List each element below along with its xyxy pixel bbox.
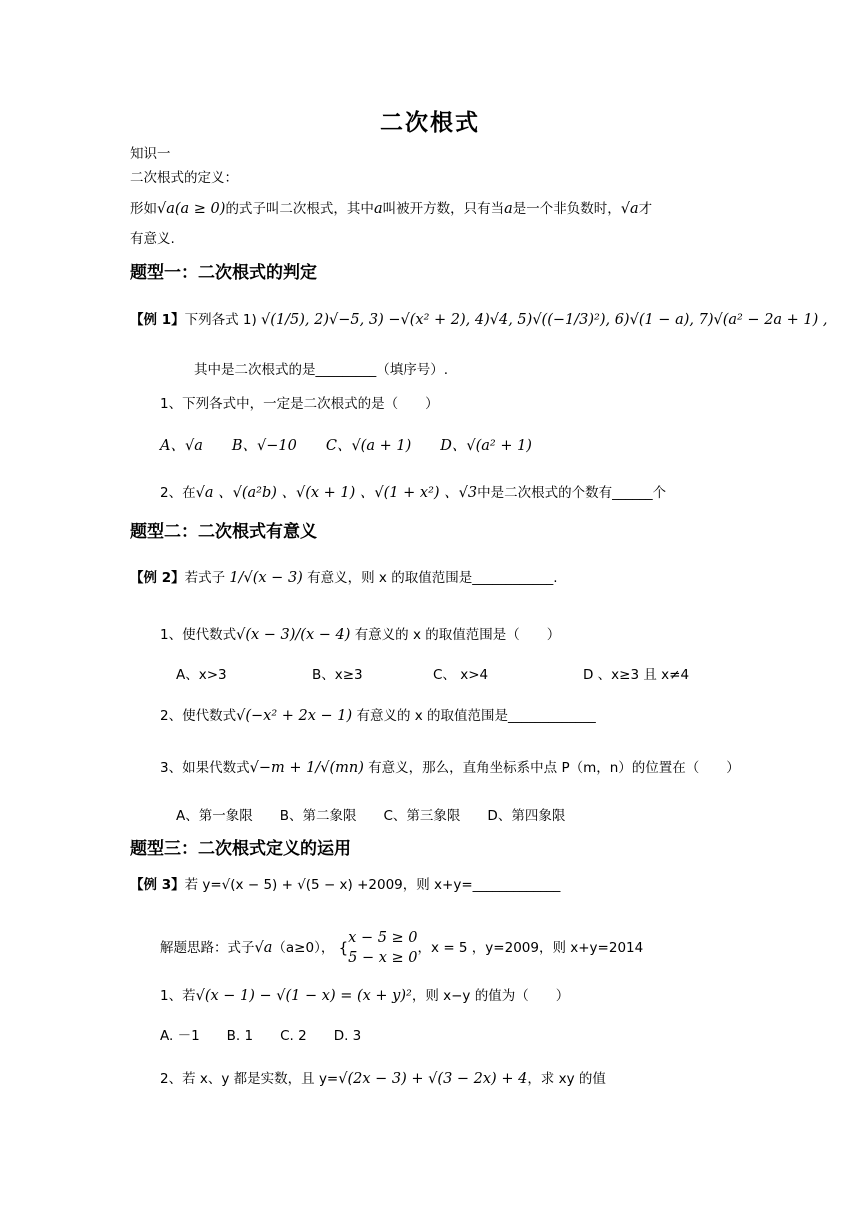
knowledge-heading: 知识一 bbox=[130, 146, 171, 162]
solution-system: x − 5 ≥ 0 5 − x ≥ 0 bbox=[348, 930, 418, 966]
example-3-solution: 解题思路：式子√a（a≥0）， { x − 5 ≥ 0 5 − x ≥ 0 ，x = 5 ，y=2009，则 x+y=2014 bbox=[160, 930, 644, 966]
s3-question-1-options: A. －1 B. 1 C. 2 D. 3 bbox=[160, 1028, 362, 1044]
definition-line-2: 有意义. bbox=[130, 231, 175, 247]
s2-question-3-options: A、第一象限 B、第二象限 C、第三象限 D、第四象限 bbox=[176, 808, 566, 824]
s2-question-1: 1、使代数式√(x − 3)/(x − 4) 有意义的 x 的取值范围是（ ） bbox=[160, 627, 561, 643]
s2-q1-option-a: A、x>3 bbox=[176, 667, 227, 683]
page-title: 二次根式 bbox=[380, 110, 480, 136]
definition-line-1: 形如√a(a ≥ 0)的式子叫二次根式，其中a叫被开方数，只有当a是一个非负数时，√a才 bbox=[130, 201, 653, 217]
example-2: 【例 2】若式子 1/√(x − 3) 有意义，则 x 的取值范围是____________. bbox=[130, 570, 558, 586]
section-1-heading: 题型一：二次根式的判定 bbox=[130, 263, 317, 283]
section-2-heading: 题型二：二次根式有意义 bbox=[130, 522, 317, 542]
s3-question-2: 2、若 x、y 都是实数，且 y=√(2x − 3) + √(3 − 2x) + 4，求 xy 的值 bbox=[160, 1071, 606, 1087]
example-3: 【例 3】若 y=√(x − 5) + √(5 − x) +2009，则 x+y=_____________ bbox=[130, 877, 561, 893]
example-1: 【例 1】下列各式 1) √(1/5), 2)√−5, 3) −√(x² + 2), 4)√4, 5)√((−1/3)²), 6)√(1 − a), 7)√(a² − 2a + 1) , bbox=[130, 312, 828, 328]
example-1-question: 其中是二次根式的是_________（填序号）. bbox=[194, 362, 449, 378]
definition-label: 二次根式的定义： bbox=[130, 170, 238, 186]
s2-q1-option-c: C、 x>4 bbox=[433, 667, 489, 683]
s2-q1-option-d: D 、x≥3 且 x≠4 bbox=[583, 667, 690, 683]
s2-q1-option-b: B、x≥3 bbox=[312, 667, 363, 683]
s1-question-1-options: A、√a B、√−10 C、√(a + 1) D、√(a² + 1) bbox=[160, 438, 532, 454]
s1-question-1: 1、下列各式中，一定是二次根式的是（ ） bbox=[160, 396, 439, 412]
s2-question-3: 3、如果代数式√−m + 1/√(mn) 有意义，那么，直角坐标系中点 P（m，n）的位置在（ ） bbox=[160, 760, 740, 776]
s1-question-2: 2、在√a 、√(a²b) 、√(x + 1) 、√(1 + x²) 、√3中是二次根式的个数有______个 bbox=[160, 485, 667, 501]
s3-question-1: 1、若√(x − 1) − √(1 − x) = (x + y)²，则 x−y 的值为（ ） bbox=[160, 988, 570, 1004]
s2-question-2: 2、使代数式√(−x² + 2x − 1) 有意义的 x 的取值范围是_____________ bbox=[160, 708, 596, 724]
section-3-heading: 题型三：二次根式定义的运用 bbox=[130, 839, 351, 859]
